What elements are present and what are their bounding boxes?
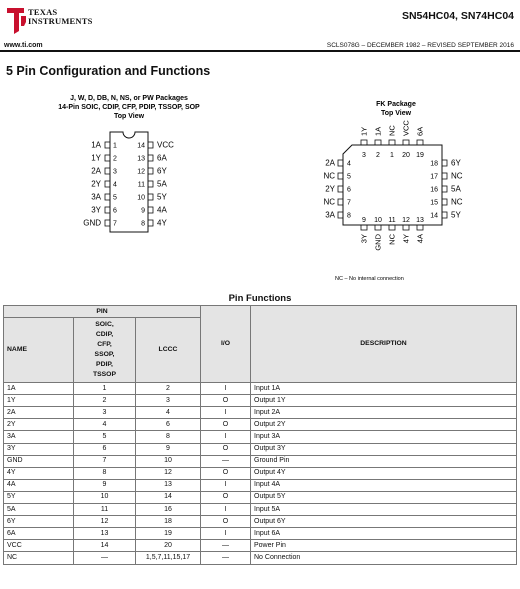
fk-pin-stub [338, 199, 343, 205]
table-row [4, 455, 517, 467]
lccc-pin-cell: 9 [136, 443, 201, 455]
table-row [4, 491, 517, 503]
lccc-pin-cell: 2 [136, 383, 201, 395]
dip-pin-stub [105, 207, 110, 213]
dip-pin-name: 4A [157, 205, 167, 215]
lccc-pin-cell: 12 [136, 467, 201, 479]
table-row [4, 443, 517, 455]
table-row [4, 516, 517, 528]
header-soic-line: TSSOP [92, 371, 117, 379]
fk-pin-name: NC [323, 171, 335, 181]
fk-pin-name: 3A [325, 210, 335, 220]
fk-pin-stub [338, 160, 343, 166]
part-numbers: SN54HC04, SN74HC04 [401, 10, 514, 22]
fk-pin-number: 1 [390, 152, 394, 159]
soic-pin-cell: 2 [74, 395, 136, 407]
io-cell: — [201, 455, 251, 467]
fk-pin-number: 11 [388, 217, 396, 224]
dip-pin-name: 3Y [91, 205, 101, 215]
fk-pin-name: 4A [415, 234, 425, 244]
soic-pin-cell: 8 [74, 467, 136, 479]
fk-pin-stub [403, 225, 409, 230]
description-cell: Input 6A [251, 528, 517, 540]
fk-pin-name: NC [451, 197, 463, 207]
description-cell: Output 1Y [251, 395, 517, 407]
dip-pin-stub [148, 207, 153, 213]
dip-pin-name: 2A [91, 166, 101, 176]
description-cell: Output 5Y [251, 491, 517, 503]
description-cell: Input 3A [251, 431, 517, 443]
dip-pin-name: GND [83, 218, 101, 228]
pin-name-cell: 2Y [4, 419, 74, 431]
fk-pin-name: 1A [373, 126, 383, 136]
header-description: DESCRIPTION [251, 306, 517, 383]
pin-name-cell: 5A [4, 504, 74, 516]
fk-pin-number: 12 [402, 217, 410, 224]
pin-name-cell: GND [4, 455, 74, 467]
pin-name-cell: 2A [4, 407, 74, 419]
dip-package-diagram [58, 95, 200, 232]
table-row [4, 431, 517, 443]
fk-pin-name: 5Y [451, 210, 461, 220]
description-cell: Input 5A [251, 504, 517, 516]
dip-title-3: Top View [113, 113, 145, 120]
description-cell: Output 3Y [251, 443, 517, 455]
io-cell: — [201, 540, 251, 552]
dip-pin-name: 2Y [91, 179, 101, 189]
table-row [4, 479, 517, 491]
table-row [4, 419, 517, 431]
dip-pin-stub [148, 142, 153, 148]
dip-pin-name: 1Y [91, 153, 101, 163]
fk-pin-stub [417, 225, 423, 230]
description-cell: Input 2A [251, 407, 517, 419]
description-cell: Output 6Y [251, 516, 517, 528]
fk-pin-number: 20 [402, 152, 410, 159]
fk-title-2: Top View [380, 110, 412, 117]
fk-pin-number: 18 [430, 160, 438, 168]
soic-pin-cell: 7 [74, 455, 136, 467]
dip-pin-number: 4 [113, 181, 117, 189]
fk-pin-stub [442, 186, 447, 192]
dip-pin-name: 1A [91, 140, 101, 150]
pin-name-cell: 6Y [4, 516, 74, 528]
dip-pin-number: 9 [141, 207, 145, 215]
pin-name-cell: 3A [4, 431, 74, 443]
dip-title-1: J, W, D, DB, N, NS, or PW Packages [70, 95, 188, 102]
dip-pin-stub [148, 181, 153, 187]
dip-pin-stub [105, 142, 110, 148]
description-cell: Input 4A [251, 479, 517, 491]
header-lccc: LCCC [136, 318, 201, 383]
fk-pin-number: 15 [430, 199, 438, 207]
description-cell: No Connection [251, 552, 517, 564]
dip-pin-stub [148, 220, 153, 226]
header-pin: PIN [4, 306, 201, 318]
header-soic-line: CFP, [97, 341, 112, 349]
pin-name-cell: 5Y [4, 491, 74, 503]
lccc-pin-cell: 6 [136, 419, 201, 431]
pin-name-cell: 3Y [4, 443, 74, 455]
pinout-diagrams [0, 0, 520, 290]
dip-pin-name: 6A [157, 153, 167, 163]
lccc-pin-cell: 18 [136, 516, 201, 528]
fk-pin-stub [442, 212, 447, 218]
fk-pin-number: 5 [347, 173, 351, 181]
table-row [4, 383, 517, 395]
dip-pin-number: 6 [113, 207, 117, 215]
dip-pin-number: 5 [113, 194, 117, 202]
fk-pin-name: 3Y [359, 234, 369, 244]
fk-pin-name: 2A [325, 158, 335, 168]
fk-pin-name: 6Y [451, 158, 461, 168]
dip-pin-stub [105, 168, 110, 174]
fk-pin-name: 4Y [401, 234, 411, 244]
fk-pin-stub [403, 140, 409, 145]
io-cell: I [201, 407, 251, 419]
fk-pin-number: 9 [362, 217, 366, 224]
dip-pin-name: 5Y [157, 192, 167, 202]
lccc-pin-cell: 4 [136, 407, 201, 419]
table-row [4, 540, 517, 552]
lccc-pin-cell: 19 [136, 528, 201, 540]
brand-line2: INSTRUMENTS [28, 16, 93, 26]
header-soic-line: PDIP, [96, 361, 113, 369]
soic-pin-cell: 11 [74, 504, 136, 516]
soic-pin-cell: 9 [74, 479, 136, 491]
io-cell: I [201, 383, 251, 395]
pin-functions-table [3, 305, 517, 565]
io-cell: I [201, 479, 251, 491]
site-url[interactable]: www.ti.com [4, 42, 43, 49]
fk-pin-stub [361, 140, 367, 145]
description-cell: Output 4Y [251, 467, 517, 479]
fk-pin-number: 14 [430, 212, 438, 220]
table-row [4, 407, 517, 419]
io-cell: O [201, 491, 251, 503]
soic-pin-cell: 12 [74, 516, 136, 528]
dip-pin-number: 13 [137, 155, 145, 163]
fk-pin-name: NC [323, 197, 335, 207]
dip-pin-name: VCC [157, 140, 174, 150]
fk-pin-number: 8 [347, 212, 351, 220]
brand-line1: TEXAS [28, 7, 58, 17]
header-soic-line: CDIP, [95, 331, 114, 339]
table-row [4, 467, 517, 479]
description-cell: Power Pin [251, 540, 517, 552]
dip-pin-number: 11 [137, 181, 145, 189]
dip-pin-stub [148, 194, 153, 200]
fk-pin-number: 3 [362, 152, 366, 159]
fk-pin-number: 19 [416, 152, 424, 159]
fk-pin-number: 2 [376, 152, 380, 159]
fk-pin-name: GND [373, 234, 383, 251]
fk-pin-name: 2Y [325, 184, 335, 194]
dip-pin-stub [148, 155, 153, 161]
fk-pin-number: 6 [347, 186, 351, 194]
header-soic-line: SSOP, [94, 351, 115, 359]
pin-name-cell: NC [4, 552, 74, 564]
table-row [4, 528, 517, 540]
dip-pin-number: 2 [113, 155, 117, 163]
fk-package-diagram [323, 101, 462, 282]
dip-pin-name: 4Y [157, 218, 167, 228]
dip-pin-number: 8 [141, 220, 145, 228]
pin-name-cell: 1Y [4, 395, 74, 407]
fk-title-1: FK Package [376, 101, 416, 108]
table-title: Pin Functions [228, 293, 292, 304]
fk-pin-stub [442, 199, 447, 205]
fk-pin-name: 5A [451, 184, 461, 194]
lccc-pin-cell: 1,5,7,11,15,17 [136, 552, 201, 564]
dip-title-2: 14-Pin SOIC, CDIP, CFP, PDIP, TSSOP, SOP [58, 104, 200, 111]
section-title: 5 Pin Configuration and Functions [6, 64, 211, 78]
header-io: I/O [201, 306, 251, 383]
fk-pin-name: NC [451, 171, 463, 181]
soic-pin-cell: 5 [74, 431, 136, 443]
description-cell: Input 1A [251, 383, 517, 395]
lccc-pin-cell: 20 [136, 540, 201, 552]
header-soic [74, 318, 136, 383]
dip-pin-number: 7 [113, 220, 117, 228]
table-row [4, 504, 517, 516]
fk-pin-name: 6A [415, 126, 425, 136]
fk-pin-stub [389, 140, 395, 145]
fk-pin-stub [338, 212, 343, 218]
lccc-pin-cell: 13 [136, 479, 201, 491]
dip-pin-stub [148, 168, 153, 174]
pin-name-cell: 1A [4, 383, 74, 395]
io-cell: I [201, 431, 251, 443]
soic-pin-cell: 13 [74, 528, 136, 540]
soic-pin-cell: — [74, 552, 136, 564]
fk-pin-name: 1Y [359, 126, 369, 136]
lccc-pin-cell: 3 [136, 395, 201, 407]
fk-pin-name: NC [387, 234, 397, 245]
io-cell: O [201, 516, 251, 528]
header-name: NAME [4, 318, 74, 383]
lccc-pin-cell: 16 [136, 504, 201, 516]
soic-pin-cell: 10 [74, 491, 136, 503]
description-cell: Ground Pin [251, 455, 517, 467]
pin-name-cell: 4A [4, 479, 74, 491]
fk-pin-stub [375, 225, 381, 230]
fk-pin-stub [361, 225, 367, 230]
dip-pin-number: 10 [137, 194, 145, 202]
fk-pin-stub [417, 140, 423, 145]
io-cell: I [201, 504, 251, 516]
dip-pin-stub [105, 155, 110, 161]
dip-pin-number: 3 [113, 168, 117, 176]
fk-pin-stub [389, 225, 395, 230]
dip-pin-stub [105, 194, 110, 200]
fk-pin-stub [338, 173, 343, 179]
header-soic-line: SOIC, [95, 321, 114, 329]
soic-pin-cell: 6 [74, 443, 136, 455]
lccc-pin-cell: 10 [136, 455, 201, 467]
dip-pin-stub [105, 220, 110, 226]
io-cell: I [201, 528, 251, 540]
table-row [4, 552, 517, 564]
lccc-pin-cell: 8 [136, 431, 201, 443]
soic-pin-cell: 4 [74, 419, 136, 431]
fk-pin-number: 4 [347, 160, 351, 168]
dip-pin-number: 14 [137, 142, 145, 150]
io-cell: O [201, 419, 251, 431]
fk-pin-stub [338, 186, 343, 192]
soic-pin-cell: 1 [74, 383, 136, 395]
dip-pin-name: 6Y [157, 166, 167, 176]
fk-pin-stub [442, 173, 447, 179]
fk-pin-stub [442, 160, 447, 166]
dip-pin-name: 5A [157, 179, 167, 189]
io-cell: O [201, 467, 251, 479]
lccc-pin-cell: 14 [136, 491, 201, 503]
dip-pin-stub [105, 181, 110, 187]
pin-name-cell: 6A [4, 528, 74, 540]
table-row [4, 395, 517, 407]
soic-pin-cell: 3 [74, 407, 136, 419]
fk-pin-number: 7 [347, 199, 351, 207]
soic-pin-cell: 14 [74, 540, 136, 552]
document-info: SCLS078G – DECEMBER 1982 – REVISED SEPTEMBER 2016 [326, 42, 514, 49]
dip-pin-number: 1 [113, 142, 117, 150]
fk-pin-stub [375, 140, 381, 145]
pin-name-cell: VCC [4, 540, 74, 552]
dip-pin-name: 3A [91, 192, 101, 202]
fk-pin-number: 10 [374, 217, 382, 224]
fk-pin-number: 17 [430, 173, 438, 181]
fk-pin-number: 16 [430, 186, 438, 194]
pin-name-cell: 4Y [4, 467, 74, 479]
io-cell: O [201, 395, 251, 407]
description-cell: Output 2Y [251, 419, 517, 431]
fk-pin-name: VCC [401, 120, 411, 136]
fk-pin-number: 13 [416, 217, 424, 224]
io-cell: — [201, 552, 251, 564]
io-cell: O [201, 443, 251, 455]
fk-pin-name: NC [387, 125, 397, 136]
fk-nc-note: NC – No internal connection [335, 276, 404, 282]
dip-pin-number: 12 [137, 168, 145, 176]
